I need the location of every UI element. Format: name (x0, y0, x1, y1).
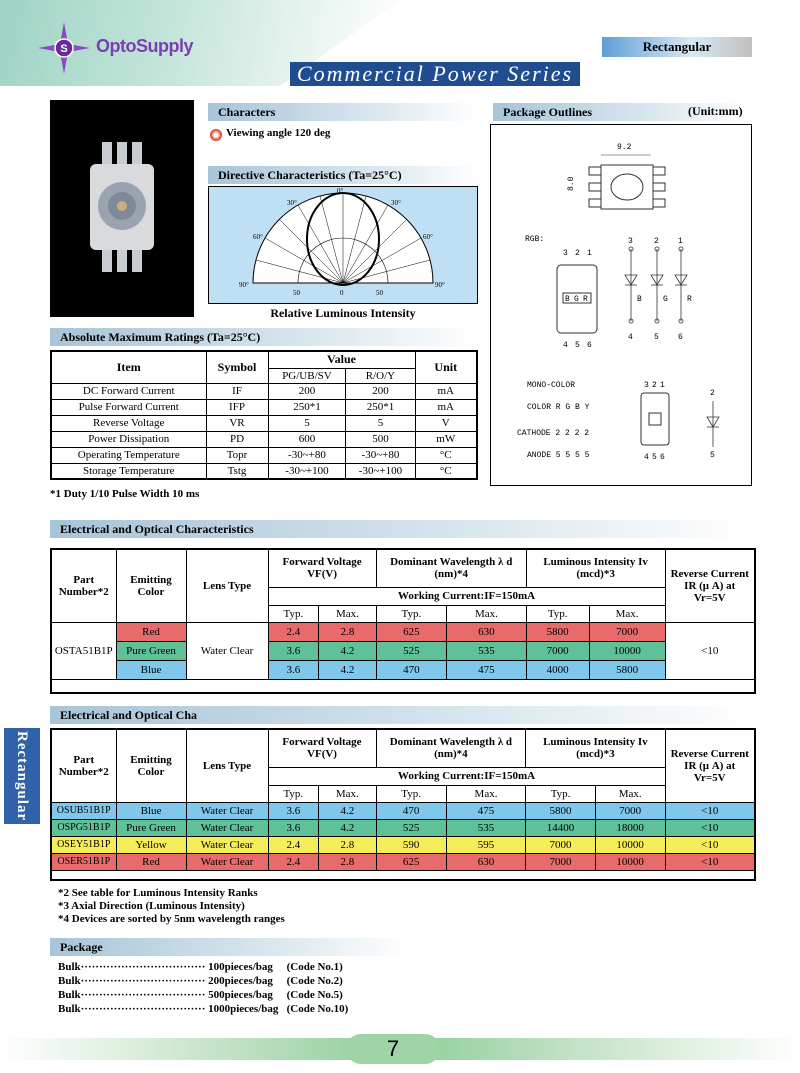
t1-th-fv: Forward Voltage VF(V) (268, 549, 376, 587)
amr-value-1: 200 (268, 383, 346, 399)
value-cell: 2.8 (319, 853, 376, 870)
eoc2-header: Electrical and Optical Cha (50, 706, 750, 724)
directive-caption: Relative Luminous Intensity (270, 306, 416, 320)
table-row (51, 853, 755, 870)
amr-value-2: -30~+100 (346, 463, 415, 479)
pin-1: 1 (587, 249, 592, 258)
directive-header: Directive Characteristics (Ta=25°C) (208, 166, 478, 184)
value-cell: 595 (446, 836, 525, 853)
amr-value-2: 250*1 (346, 399, 415, 415)
amr-th-c2: R/O/Y (346, 368, 415, 383)
value-cell: 4.2 (319, 819, 376, 836)
rgb-label: RGB: (525, 235, 545, 244)
value-cell: 525 (376, 819, 446, 836)
sch-pin-6: 6 (678, 333, 683, 342)
amr-symbol: VR (206, 415, 268, 431)
mono-pin-6: 6 (660, 453, 665, 462)
footnotes (58, 887, 285, 926)
value-cell: 4000 (526, 660, 589, 679)
category-tag: Rectangular (602, 37, 752, 57)
lens-type: Water Clear (186, 853, 268, 870)
t2-th-typ2: Typ. (376, 785, 446, 802)
scale-label-0: 0 (340, 289, 344, 297)
angle-label-0: 0° (337, 187, 344, 195)
lens-type: Water Clear (186, 836, 268, 853)
die-r: R (583, 295, 588, 304)
side-tab: Rectangular (4, 728, 40, 824)
value-cell: 475 (447, 660, 527, 679)
amr-th-item: Item (51, 351, 206, 383)
mono-pin-5: 5 (652, 453, 657, 462)
sch-pin-5: 5 (654, 333, 659, 342)
amr-item: Storage Temperature (51, 463, 206, 479)
amr-header: Absolute Maximum Ratings (Ta=25°C) (50, 328, 480, 346)
value-cell: 590 (376, 836, 446, 853)
amr-th-value: Value (268, 351, 415, 368)
value-cell: 3.6 (268, 819, 319, 836)
value-cell: 2.4 (268, 836, 319, 853)
value-cell: 3.6 (268, 641, 319, 660)
pin-6: 6 (587, 341, 592, 350)
value-cell: 7000 (526, 641, 589, 660)
value-cell: 2.4 (268, 622, 319, 641)
amr-item: Operating Temperature (51, 447, 206, 463)
package-line: Bulk·································· 200pieces/bag (Code No.2) (58, 975, 343, 987)
emitting-color: Blue (116, 660, 186, 679)
amr-value-2: 500 (346, 431, 415, 447)
die-g: G (574, 295, 579, 304)
amr-value-2: 200 (346, 383, 415, 399)
reverse-current: <10 (665, 853, 755, 870)
value-cell: 7000 (589, 622, 665, 641)
part-number: OSER51B1P (51, 853, 116, 870)
t2-th-max3: Max. (595, 785, 665, 802)
emitting-color: Red (116, 853, 186, 870)
viewing-angle: Viewing angle 120 deg (226, 127, 331, 139)
amr-symbol: Topr (206, 447, 268, 463)
value-cell: 5800 (526, 802, 596, 819)
lens-type: Water Clear (186, 802, 268, 819)
mono-label: MONO-COLOR (527, 381, 576, 390)
pin-5: 5 (575, 341, 580, 350)
amr-unit: V (415, 415, 477, 431)
t1-th-part: Part Number*2 (51, 549, 116, 622)
value-cell: 5800 (589, 660, 665, 679)
t1-th-max1: Max. (319, 605, 376, 622)
package-line: Bulk·································· 500pieces/bag (Code No.5) (58, 989, 343, 1001)
t2-th-fv: Forward Voltage VF(V) (268, 729, 376, 767)
t1-th-typ3: Typ. (526, 605, 589, 622)
amr-row (51, 431, 477, 447)
t2-th-typ1: Typ. (268, 785, 319, 802)
t1-th-li: Luminous Intensity Iv (mcd)*3 (526, 549, 665, 587)
value-cell: 475 (446, 802, 525, 819)
amr-row (51, 447, 477, 463)
cathode-row: CATHODE 2 2 2 2 (517, 429, 590, 438)
t2-th-work: Working Current:IF=150mA (268, 767, 665, 785)
value-cell: 3.6 (268, 802, 319, 819)
sch-b: B (637, 295, 642, 304)
footnote-4: *4 Devices are sorted by 5nm wavelength ranges (58, 913, 285, 925)
die-b: B (565, 295, 570, 304)
table-row (51, 622, 755, 641)
angle-label-90l: 90° (239, 281, 249, 289)
amr-th-symbol: Symbol (206, 351, 268, 383)
value-cell: 10000 (589, 641, 665, 660)
amr-symbol: PD (206, 431, 268, 447)
series-title: Commercial Power Series (290, 62, 580, 86)
amr-value-1: 250*1 (268, 399, 346, 415)
amr-row (51, 383, 477, 399)
value-cell: 7000 (526, 836, 596, 853)
dim-width: 9.2 (617, 143, 632, 152)
mono-sch-pin-5: 5 (710, 451, 715, 460)
amr-value-1: 5 (268, 415, 346, 431)
logo-star-icon (38, 22, 90, 74)
angle-label-30l: 30° (287, 199, 297, 207)
led-photo (50, 100, 194, 317)
footnote-3: *3 Axial Direction (Luminous Intensity) (58, 900, 245, 912)
t1-th-max2: Max. (447, 605, 527, 622)
value-cell: 14400 (526, 819, 596, 836)
amr-symbol: IFP (206, 399, 268, 415)
mono-pin-2: 2 (652, 381, 657, 390)
outline-header: Package Outlines (493, 103, 748, 121)
value-cell: 470 (376, 660, 446, 679)
directive-chart (208, 186, 478, 304)
table-row (51, 802, 755, 819)
value-cell: 3.6 (268, 660, 319, 679)
value-cell: 10000 (595, 853, 665, 870)
part-number: OSPG51B1P (51, 819, 116, 836)
t2-th-max1: Max. (319, 785, 376, 802)
value-cell: 7000 (526, 853, 596, 870)
svg-text:S: S (60, 43, 68, 55)
color-row: COLOR R G B Y (527, 403, 590, 412)
table-row (51, 660, 755, 679)
amr-unit: mA (415, 383, 477, 399)
value-cell: 4.2 (319, 660, 376, 679)
t2-th-part: Part Number*2 (51, 729, 116, 802)
emitting-color: Yellow (116, 836, 186, 853)
amr-symbol: IF (206, 383, 268, 399)
amr-value-2: -30~+80 (346, 447, 415, 463)
t2-th-max2: Max. (446, 785, 525, 802)
t1-th-max3: Max. (589, 605, 665, 622)
eoc1-table (50, 548, 756, 694)
sch-pin-4: 4 (628, 333, 633, 342)
amr-value-2: 5 (346, 415, 415, 431)
amr-row (51, 415, 477, 431)
pin-3: 3 (563, 249, 568, 258)
amr-th-unit: Unit (415, 351, 477, 383)
value-cell: 525 (376, 641, 446, 660)
reverse-current: <10 (665, 836, 755, 853)
bullet-icon (210, 129, 222, 141)
pin-4: 4 (563, 341, 568, 350)
table-row (51, 819, 755, 836)
package-line: Bulk·································· 100pieces/bag (Code No.1) (58, 961, 343, 973)
amr-unit: °C (415, 463, 477, 479)
part-number: OSUB51B1P (51, 802, 116, 819)
t2-th-lens: Lens Type (186, 729, 268, 802)
angle-label-30r: 30° (391, 199, 401, 207)
eoc1-header: Electrical and Optical Characteristics (50, 520, 750, 538)
mono-pin-1: 1 (660, 381, 665, 390)
value-cell: 4.2 (319, 802, 376, 819)
value-cell: 625 (376, 853, 446, 870)
amr-item: DC Forward Current (51, 383, 206, 399)
t1-th-typ1: Typ. (268, 605, 319, 622)
t1-th-work: Working Current:IF=150mA (268, 587, 665, 605)
value-cell: 535 (447, 641, 527, 660)
amr-row (51, 399, 477, 415)
amr-value-1: -30~+100 (268, 463, 346, 479)
characters-header: Characters (208, 103, 478, 121)
amr-unit: mA (415, 399, 477, 415)
scale-label-50l: 50 (293, 289, 300, 297)
emitting-color: Blue (116, 802, 186, 819)
outline-drawing (490, 124, 752, 486)
value-cell: 10000 (595, 836, 665, 853)
amr-symbol: Tstg (206, 463, 268, 479)
t2-th-dw: Dominant Wavelength λ d (nm)*4 (376, 729, 526, 767)
angle-label-90r: 90° (435, 281, 445, 289)
amr-item: Power Dissipation (51, 431, 206, 447)
value-cell: 4.2 (319, 641, 376, 660)
amr-unit: °C (415, 447, 477, 463)
t1-th-dw: Dominant Wavelength λ d (nm)*4 (376, 549, 526, 587)
amr-value-1: 600 (268, 431, 346, 447)
value-cell: 2.8 (319, 836, 376, 853)
scale-label-50r: 50 (376, 289, 383, 297)
mono-pin-4: 4 (644, 453, 649, 462)
part-number: OSEY51B1P (51, 836, 116, 853)
value-cell: 535 (446, 819, 525, 836)
lens-type: Water Clear (186, 819, 268, 836)
pin-2: 2 (575, 249, 580, 258)
dim-height: 8.0 (567, 176, 576, 191)
mono-pin-3: 3 (644, 381, 649, 390)
value-cell: 2.4 (268, 853, 319, 870)
t1-th-lens: Lens Type (186, 549, 268, 622)
t2-th-typ3: Typ. (526, 785, 596, 802)
value-cell: 630 (447, 622, 527, 641)
t2-th-emit: Emitting Color (116, 729, 186, 802)
sch-pin-1: 1 (678, 237, 683, 246)
t2-th-rev: Reverse Current IR (μ A) at Vr=5V (665, 729, 755, 802)
brand-name: OptoSupply (96, 36, 193, 56)
outline-unit: (Unit:mm) (688, 104, 743, 118)
value-cell: 5800 (526, 622, 589, 641)
reverse-current: <10 (665, 802, 755, 819)
value-cell: 625 (376, 622, 446, 641)
emitting-color: Pure Green (116, 819, 186, 836)
package-header: Package (50, 938, 410, 956)
t2-th-li: Luminous Intensity Iv (mcd)*3 (526, 729, 665, 767)
value-cell: 18000 (595, 819, 665, 836)
page-number: 7 (346, 1034, 440, 1064)
amr-value-1: -30~+80 (268, 447, 346, 463)
amr-item: Reverse Voltage (51, 415, 206, 431)
amr-item: Pulse Forward Current (51, 399, 206, 415)
sch-pin-2: 2 (654, 237, 659, 246)
value-cell: 7000 (595, 802, 665, 819)
amr-unit: mW (415, 431, 477, 447)
value-cell: 2.8 (319, 622, 376, 641)
amr-table (50, 350, 478, 480)
reverse-current: <10 (665, 622, 755, 679)
part-number: OSTA51B1P (51, 622, 116, 679)
value-cell: 470 (376, 802, 446, 819)
lens-type: Water Clear (186, 622, 268, 679)
anode-row: ANODE 5 5 5 5 (527, 451, 590, 460)
amr-row (51, 463, 477, 479)
eoc2-table (50, 728, 756, 881)
package-line: Bulk·································· 1000pieces/bag (Code No.10) (58, 1003, 349, 1015)
t1-th-emit: Emitting Color (116, 549, 186, 622)
value-cell: 630 (446, 853, 525, 870)
sch-pin-3: 3 (628, 237, 633, 246)
package-list (58, 960, 348, 1016)
sch-r: R (687, 295, 692, 304)
sch-g: G (663, 295, 668, 304)
emitting-color: Pure Green (116, 641, 186, 660)
table-row (51, 641, 755, 660)
table-row (51, 836, 755, 853)
t1-th-rev: Reverse Current IR (μ A) at Vr=5V (665, 549, 755, 622)
footnote-2: *2 See table for Luminous Intensity Ranks (58, 887, 258, 899)
angle-label-60r: 60° (423, 233, 433, 241)
reverse-current: <10 (665, 819, 755, 836)
mono-sch-pin-2: 2 (710, 389, 715, 398)
amr-note: *1 Duty 1/10 Pulse Width 10 ms (50, 488, 200, 500)
angle-label-60l: 60° (253, 233, 263, 241)
emitting-color: Red (116, 622, 186, 641)
t1-th-typ2: Typ. (376, 605, 446, 622)
amr-th-c1: PG/UB/SV (268, 368, 346, 383)
